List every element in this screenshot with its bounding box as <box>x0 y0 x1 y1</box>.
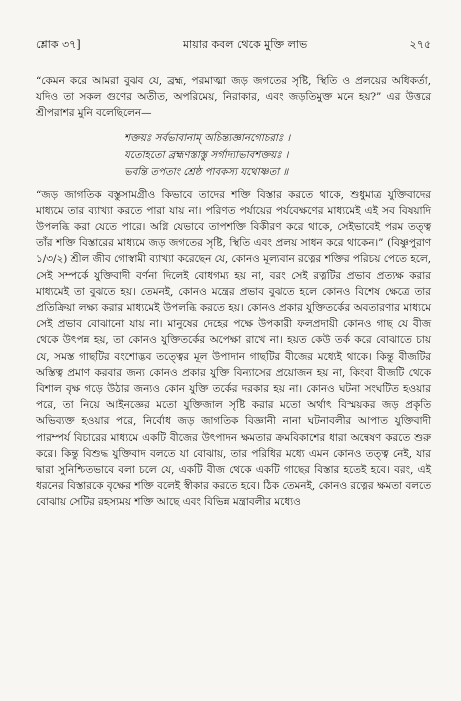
verse-reference: শ্লোক ৩৭] <box>36 38 81 51</box>
verse-line: যতোহতো ব্রহ্মণস্তাস্তু সর্গাদ্যাভাবশক্তয়ঃ । <box>124 149 289 161</box>
page-number: ২৭৫ <box>409 38 431 51</box>
running-header <box>36 36 431 55</box>
commentary-paragraph: “জড় জাগতিক বস্তুসামগ্রীও কিভাবে তাদের শক্তি বিস্তার করতে থাকে, শুধুমাত্র যুক্তিবাদের মাধ্যমে তার ব্যাখ্যা করতে পারা যায় না। পরিণত পর্যায়ের পর্যবেক্ষণের মাধ্যমেই এই সব বিষয়াদি উপলব্ধি করা যেতে পারে। অগ্নি যেভাবে তাপশক্তি বিকীরণ করে থাকে, সেইভাবেই পরম তত্ত্ব তাঁর শক্তি বিস্তারের মাধ্যমে জড় জগতের সৃষ্টি, স্থিতি এবং প্রলয় সাধন করে থাকেন।” (বিষ্ণুপুরাণ ১/৩/২) শ্রীল জীব গোস্বামী ব্যাখ্যা করেছেন যে, কোনও মূল্যবান রত্নের শক্তির পরিচয় পেতে হলে, সেই সম্পর্কে যুক্তিবাদী বর্ণনা দিলেই বোধগম্য হয় না, বরং সেই রত্নটির প্রভাব প্রত্যক্ষ করার মাধ্যমেই তা বুঝতে হয়। তেমনই, কোনও মন্ত্রের প্রভাব বুঝতে হলে কোনও বিশেষ ক্ষেত্রে তার প্রতিক্রিয়া লক্ষ্য করার মাধ্যমেই উপলব্ধি করতে হয়। কোনও প্রকার যুক্তিতর্কের অবতারণার মাধ্যমে সেই প্রভাব বোঝানো যায় না। মানুষের দেহের পক্ষে উপকারী ফলপ্রদায়ী কোনও গাছ যে বীজ থেকে উৎপন্ন হয়, তা কোনও যুক্তিতর্কের অপেক্ষা রাখে না। হয়ত কেউ তর্ক করে বোঝাতে চায় যে, সমস্ত গাছটির বংশোদ্ভব তত্ত্বের মূল উপাদান গাছটির বীজের মধ্যেই থাকে। কিন্তু বীজটির অস্তিত্ব প্রমাণ করবার জন্য কোনও প্রকার যুক্তি বিন্যাসের প্রয়োজন হয় না, কিংবা বীজটি থেকে বিশাল বৃক্ষ গড়ে উঠার জন্যও কোন যুক্তি তর্কের দরকার হয় না। কোনও ঘটনা সংঘটিত হওয়ার পরে, তা নিয়ে আইনজ্ঞের মতো যুক্তিজাল সৃষ্টি করার মতো অর্থাৎ বিস্ময়কর জড় প্রকৃতি অভিব্যক্ত হওয়ার পরে, নির্বোধ জড় জাগতিক বিজ্ঞানী নানা ঘটনাবলীর আপাত যুক্তিবাদী পারম্পর্য বিচারের মাধ্যমে একটি বীজের উৎপাদন ক্ষমতার ক্রমবিকাশের ধারা অন্বেষণ করতে শুরু করে। কিন্তু বিশুদ্ধ যুক্তিবাদ বলতে যা বোঝায়, তার পরিধির মধ্যে এমন কোনও তত্ত্ব নেই, যার দ্বারা সুনিশ্চিতভাবে বলা চলে যে, একটি বীজ থেকে একটি গাছের বিস্তার হতেই হবে। বরং, এই ধরনের বিস্তারকে বৃক্ষের শক্তি বলেই স্বীকার করতে হবে। ঠিক তেমনই, কোনও রত্নের ক্ষমতা বলতে বোঝায় সেটির রহস্যময় শক্তি আছে এবং বিভিন্ন মন্ত্রাবলীর মধ্যেও <box>36 188 431 509</box>
question-paragraph: “কেমন করে আমরা বুঝব যে, ব্রহ্ম, পরমাত্মা জড় জগতের সৃষ্টি, স্থিতি ও প্রলয়ের অধিকর্তা, যদিও তা সকল গুণের অতীত, অপরিমেয়, নিরাকার, এবং জড়তিমুক্ত মনে হয়?” এর উত্তরে শ্রীপরাশর মুনি বলেছিলেন— <box>36 75 431 120</box>
sanskrit-verse <box>124 130 431 181</box>
chapter-title: মায়ার কবল থেকে মুক্তি লাভ <box>182 38 308 51</box>
verse-line: ভবন্তি তপতাং শ্রেষ্ঠ পাবকস্য যথোষ্ণতা ॥ <box>124 166 289 178</box>
verse-line: শক্তয়ঃ সর্বভাবানাম্ অচিন্ত্যজ্ঞানগোচরাঃ । <box>124 132 291 144</box>
